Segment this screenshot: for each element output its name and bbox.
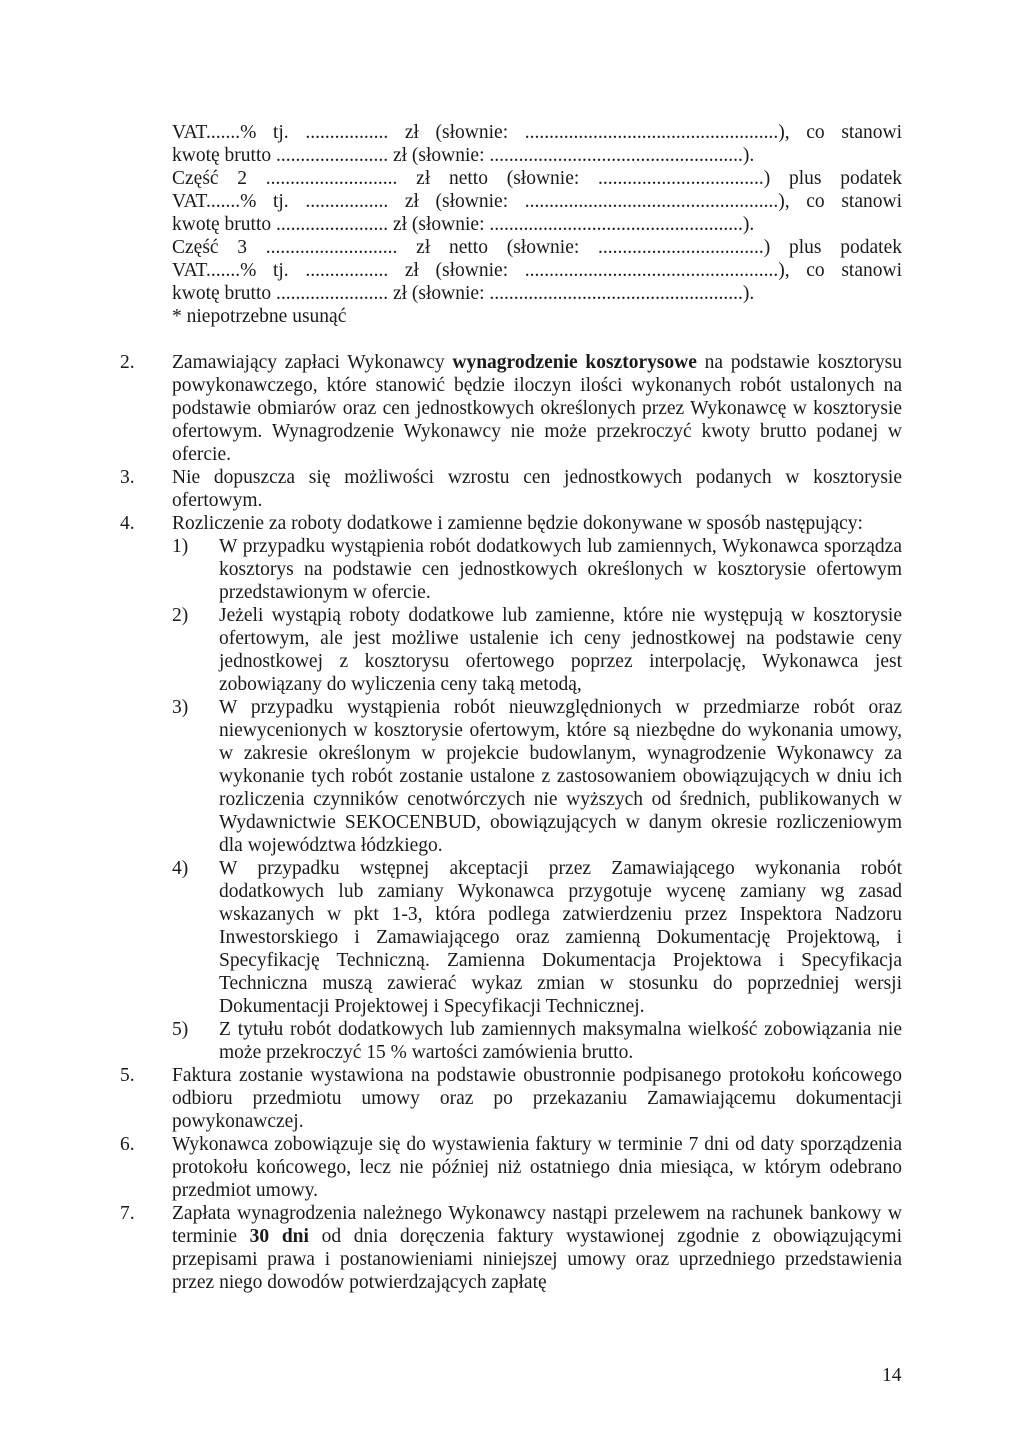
item-number: 5.	[120, 1065, 135, 1086]
sub-item-text: W przypadku wstępnej akceptacji przez Zamawiającego wykonania robót dodatkowych lub zamiany Wykonawca przygotuje wycenę zamiany wg zasad wskazanych w pkt 1-3, która podlega zatwierdzeniu przez Inspektora Nadzoru Inwestorskiego i Zamawiającego oraz zamienną Dokumentację Projektową, i Specyfikację Techniczną. Zamienna Dokumentacja Projektowa i Specyfikacja Techniczna muszą zawierać wykaz zmian w stosunku do poprzedniej wersji Dokumentacji Projektowej i Specyfikacji Technicznej.	[219, 858, 902, 1017]
item-text: Zamawiający zapłaci Wykonawcy wynagrodzenie kosztorysowe na podstawie kosztorysu powykonawczego, które stanowić będzie iloczyn ilości wykonanych robót ustalonych na podstawie obmiarów oraz cen jednostkowych określonych przez Wykonawcę w kosztorysie ofertowym. Wynagrodzenie Wykonawcy nie może przekroczyć kwoty brutto podanej w ofercie.	[172, 352, 902, 465]
sub-item-text: W przypadku wystąpienia robót dodatkowych lub zamiennych, Wykonawca sporządza kosztorys na podstawie cen jednostkowych określonych w kosztorysie ofertowym przedstawionym w ofercie.	[219, 536, 902, 603]
text-line: kwotę brutto ....................... zł (słownie: ....................................................).	[172, 214, 755, 235]
list-item	[120, 1133, 902, 1202]
sub-item-number: 3)	[172, 697, 189, 718]
text-line: VAT.......% tj. ................. zł (słownie: ....................................................), co stanowi	[172, 191, 902, 212]
list-item	[120, 351, 902, 466]
item-text: Nie dopuszcza się możliwości wzrostu cen jednostkowych podanych w kosztorysie ofertowym.	[172, 467, 902, 511]
sub-item-text: Jeżeli wystąpią roboty dodatkowe lub zamienne, które nie występują w kosztorysie ofertowym, ale jest możliwe ustalenie ich ceny jednostkowej na podstawie ceny jednostkowej z kosztorysu ofertowego poprzez interpolację, Wykonawca jest zobowiązany do wyliczenia ceny taką metodą,	[219, 605, 902, 695]
text-line: VAT.......% tj. ................. zł (słownie: ....................................................), co stanowi	[172, 122, 902, 143]
sub-list-item	[172, 696, 902, 857]
page-number: 14	[882, 1365, 902, 1386]
sub-item-number: 4)	[172, 858, 189, 879]
item-number: 2.	[120, 352, 135, 373]
numbered-list	[120, 351, 902, 1294]
item-text: Rozliczenie za roboty dodatkowe i zamienne będzie dokonywane w sposób następujący:	[172, 513, 863, 534]
sub-item-number: 1)	[172, 536, 189, 557]
text-line: kwotę brutto ....................... zł (słownie: ....................................................).	[172, 145, 755, 166]
item-text: Faktura zostanie wystawiona na podstawie obustronnie podpisanego protokołu końcowego odbioru przedmiotu umowy oraz po przekazaniu Zamawiającemu dokumentacji powykonawczej.	[172, 1065, 902, 1132]
text-line: VAT.......% tj. ................. zł (słownie: ....................................................), co stanowi	[172, 260, 902, 281]
item-text: Zapłata wynagrodzenia należnego Wykonawcy nastąpi przelewem na rachunek bankowy w terminie 30 dni od dnia doręczenia faktury wystawionej zgodnie z obowiązującymi przepisami prawa i postanowieniami niniejszej umowy oraz uprzedniego przedstawienia przez niego dowodów potwierdzających zapłatę	[172, 1203, 902, 1293]
sub-list-item	[172, 1018, 902, 1064]
list-item	[120, 466, 902, 512]
list-item	[120, 1064, 902, 1133]
item-number: 4.	[120, 513, 135, 534]
item-text: Wykonawca zobowiązuje się do wystawienia faktury w terminie 7 dni od daty sporządzenia protokołu końcowego, lecz nie później niż ostatniego dnia miesiąca, w którym odebrano przedmiot umowy.	[172, 1134, 902, 1201]
item-number: 3.	[120, 467, 135, 488]
text-line: Część 2 ........................... zł netto (słownie: ..................................) plus podatek	[172, 168, 902, 189]
sub-item-number: 2)	[172, 605, 189, 626]
sub-item-text: W przypadku wystąpienia robót nieuwzględnionych w przedmiarze robót oraz niewycenionych w kosztorysie ofertowym, które są niezbędne do wykonania umowy, w zakresie określonym w projekcie budowlanym, wynagrodzenie Wykonawcy za wykonanie tych robót zostanie ustalone z zastosowaniem obowiązujących w dniu ich rozliczenia czynników cenotwórczych nie wyższych od średnich, publikowanych w Wydawnictwie SEKOCENBUD, obowiązujących w danym okresie rozliczeniowym dla województwa łódzkiego.	[219, 697, 902, 856]
list-item	[120, 1202, 902, 1294]
footnote-line: * niepotrzebne usunąć	[172, 306, 347, 327]
sub-list	[172, 535, 902, 1064]
sub-list-item	[172, 535, 902, 604]
sub-list-item	[172, 604, 902, 696]
text-line: Część 3 ........................... zł netto (słownie: ..................................) plus podatek	[172, 237, 902, 258]
sub-list-item	[172, 857, 902, 1018]
sub-item-text: Z tytułu robót dodatkowych lub zamiennych maksymalna wielkość zobowiązania nie może przekroczyć 15 % wartości zamówienia brutto.	[219, 1019, 902, 1063]
price-parts-block	[172, 121, 902, 328]
list-item	[120, 512, 902, 1064]
text-line: kwotę brutto ....................... zł (słownie: ....................................................).	[172, 283, 755, 304]
item-number: 6.	[120, 1134, 135, 1155]
sub-item-number: 5)	[172, 1019, 189, 1040]
item-number: 7.	[120, 1203, 135, 1224]
